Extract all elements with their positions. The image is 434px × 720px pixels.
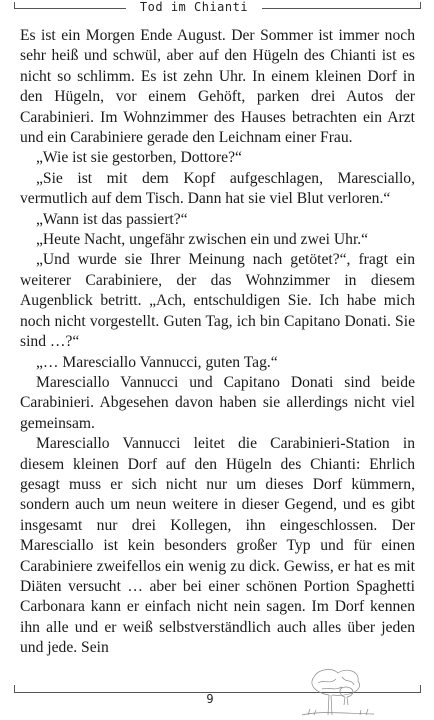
paragraph: Maresciallo Vannucci leitet die Carabinieri-Station in diesem kleinen Dorf auf den Hügeln des Chianti: Ehrlich gesagt muss er sich nicht nur um dieses Dorf kümmern, sondern auch um neun weitere in dieser Gegend, und es gibt insgesamt nur drei Kollegen, ihn eingeschlossen. Der Maresciallo ist kein besonders großer Typ und für einen Carabiniere zweifellos ein wenig zu dick. Gewiss, er hat es mit Diäten versucht … aber bei einer schönen Portion Spaghetti Carbonara kann er einfach nicht nein sagen. Im Dorf kennen ihn alle und er weiß selbstverständlich auch alles über jeden und jede. Sein xyxy=(20,435,415,657)
header-tick-right xyxy=(420,2,421,9)
running-title: Tod im Chianti xyxy=(139,0,249,14)
header-tick-left xyxy=(14,2,15,9)
paragraph: „… Maresciallo Vannucci, guten Tag.“ xyxy=(36,353,278,371)
header-rule-left xyxy=(14,8,126,9)
paragraph: „Wann ist das passiert?“ xyxy=(36,210,188,228)
paragraph: „Heute Nacht, ungefähr zwischen ein und zwei Uhr.“ xyxy=(36,231,369,249)
footer-tick-right xyxy=(420,685,421,693)
header-rule-right xyxy=(262,8,420,9)
paragraph: „Wie ist sie gestorben, Dottore?“ xyxy=(36,149,242,167)
paragraph: „Und wurde sie Ihrer Meinung nach getötet?“, fragt ein weiterer Carabiniere, der das Wohnzimmer in diesem Augenblick betritt. „Ach, entschuldigen Sie. Ich habe mich noch nicht vorgestellt. Guten Tag, ich bin Capitano Donati. Sie sind …?“ xyxy=(20,251,415,351)
paragraph: Maresciallo Vannucci und Capitano Donati sind beide Carabinieri. Abgesehen davon haben sie allerdings nicht viel gemeinsam. xyxy=(20,373,415,432)
paragraph: „Sie ist mit dem Kopf aufgeschlagen, Maresciallo, vermutlich auf dem Tisch. Dann hat sie viel Blut verloren.“ xyxy=(20,169,415,208)
paragraph: Es ist ein Morgen Ende August. Der Sommer ist immer noch sehr heiß und schwül, aber auf den Hügeln des Chianti ist es nicht so schlimm. Es ist zehn Uhr. In einem kleinen Dorf in den Hügeln, vor einem Gehöft, parken drei Autos der Carabinieri. Im Wohnzimmer des Hauses betrachten ein Arzt und ein Carabiniere gerade den Leichnam einer Frau. xyxy=(20,27,415,147)
tree-sketch-icon xyxy=(298,665,378,717)
page-number: 9 xyxy=(206,692,214,706)
body-text xyxy=(20,26,415,659)
